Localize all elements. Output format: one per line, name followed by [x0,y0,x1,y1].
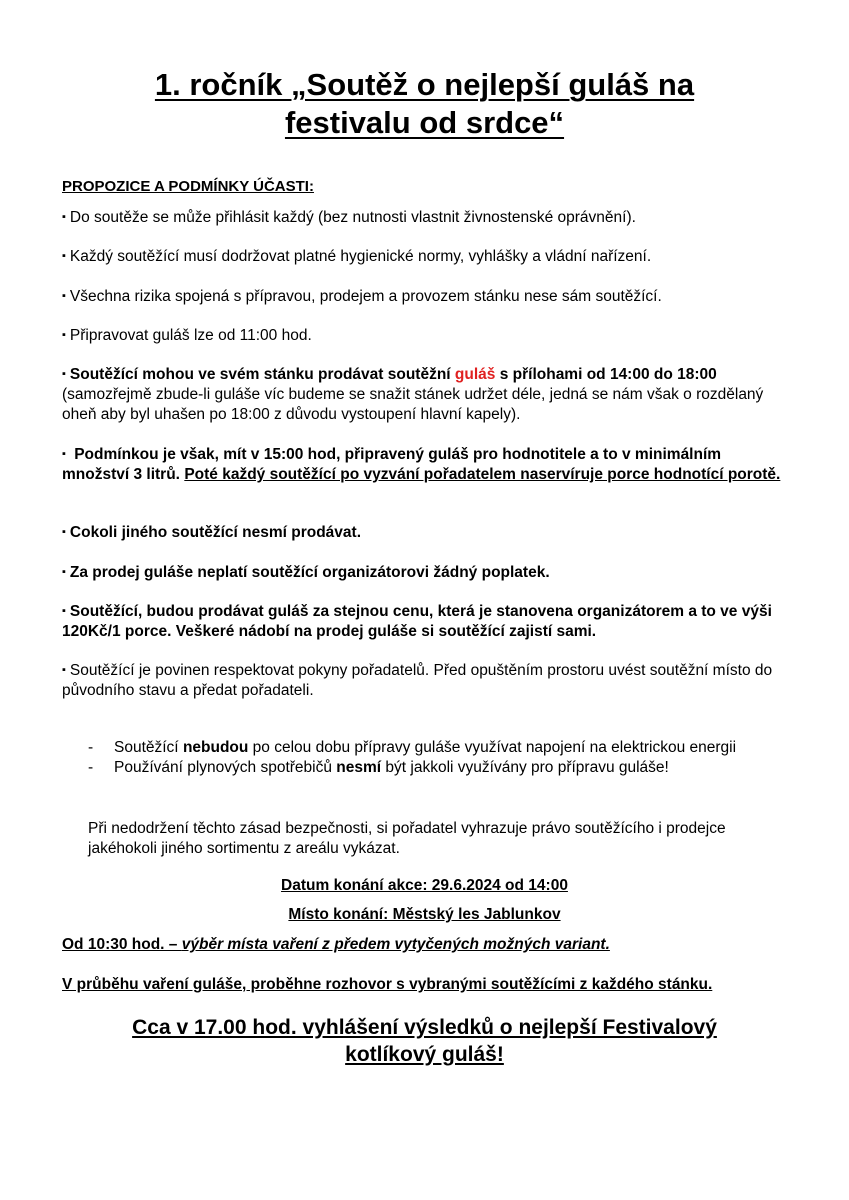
rule-3: ▪ Všechna rizika spojená s přípravou, prodejem a provozem stánku nese sám soutěžící. [62,288,662,305]
bullet-icon: ▪ [62,605,66,617]
dash-icon: - [88,739,94,756]
bullet-icon: ▪ [62,250,66,262]
rule-5-note: (samozřejmě zbude-li guláše víc budeme se snažit stánek udržet déle, jedná se nám však o rozdělaný oheň aby byl uhašen po 18:00 z důvodu vystoupení hlavní kapely). [62,386,764,423]
title-line-1: 1. ročník „Soutěž o nejlepší guláš na [154,67,695,102]
rule-2: ▪ Každý soutěžící musí dodržovat platné hygienické normy, vyhlášky a vládní nařízení. [62,248,652,265]
results-announcement [60,1014,789,1068]
safety-note: Při nedodržení těchto zásad bezpečnosti, si pořadatel vyhrazuje právo soutěžícího i prodejce jakéhokoli jiného sortimentu z areálu vykázat. [88,820,726,857]
rule-10: ▪ Soutěžící je povinen respektovat pokyny pořadatelů. Před opuštěním prostoru uvést soutěžní místo do původního stavu a předat pořadateli. [62,662,773,699]
event-place: Místo konání: Městský les Jablunkov [288,906,561,923]
results-line-1: Cca v 17.00 hod. vyhlášení výsledků o nejlepší Festivalový [132,1016,717,1039]
title-line-2: festivalu od srdce“ [284,105,565,140]
rule-6-underlined: Poté každý soutěžící po vyzvání pořadatelem naservíruje porce hodnotící porotě. [184,466,781,483]
rule-7: ▪ Cokoli jiného soutěžící nesmí prodávat. [62,524,362,541]
bullet-icon: ▪ [62,211,66,223]
highlight-red-text: guláš [454,366,496,383]
rule-9: ▪ Soutěžící, budou prodávat guláš za stejnou cenu, která je stanovena organizátorem a to ve výši 120Kč/1 porce. Veškeré nádobí na prodej guláše si soutěžící zajistí sami. [62,603,772,640]
safety-list [88,738,768,778]
list-item: - Soutěžící nebudou po celou dobu přípravy guláše využívat napojení na elektrickou energii [88,739,737,756]
bullet-icon: ▪ [62,664,66,676]
results-line-2: kotlíkový guláš! [345,1043,504,1066]
dash-icon: - [88,759,94,776]
bullet-icon: ▪ [62,448,66,460]
event-interview: V průběhu vaření guláše, proběhne rozhovor s vybranými soutěžícími z každého stánku. [62,976,713,993]
section-heading: PROPOZICE A PODMÍNKY ÚČASTI: [62,178,314,195]
rule-4: ▪ Připravovat guláš lze od 11:00 hod. [62,327,312,344]
bullet-icon: ▪ [62,566,66,578]
bullet-icon: ▪ [62,526,66,538]
event-date: Datum konání akce: 29.6.2024 od 14:00 [281,877,568,894]
bullet-icon: ▪ [62,290,66,302]
list-item: - Používání plynových spotřebičů nesmí být jakkoli využívány pro přípravu guláše! [88,759,669,776]
page-title [60,66,789,142]
rule-1: ▪ Do soutěže se může přihlásit každý (bez nutnosti vlastnit živnostenské oprávnění). [62,209,636,226]
bullet-icon: ▪ [62,368,66,380]
rule-6: ▪ Podmínkou je však, mít v 15:00 hod, připravený guláš pro hodnotitele a to v minimálním množství 3 litrů. Poté každý soutěžící po vyzvání pořadatelem naservíruje porce hodnotící porotě. [62,446,781,483]
event-time: Od 10:30 hod. – výběr místa vaření z předem vytyčených možných variant. [62,936,610,953]
bullet-icon: ▪ [62,329,66,341]
rule-5: ▪ Soutěžící mohou ve svém stánku prodávat soutěžní guláš s přílohami od 14:00 do 18:00 (samozřejmě zbude-li guláše víc budeme se snažit stánek udržet déle, jedná se nám však o rozdělaný oheň aby byl uhašen po 18:00 z důvodu vystoupení hlavní kapely). [62,366,764,423]
rule-8: ▪ Za prodej guláše neplatí soutěžící organizátorovi žádný poplatek. [62,564,550,581]
